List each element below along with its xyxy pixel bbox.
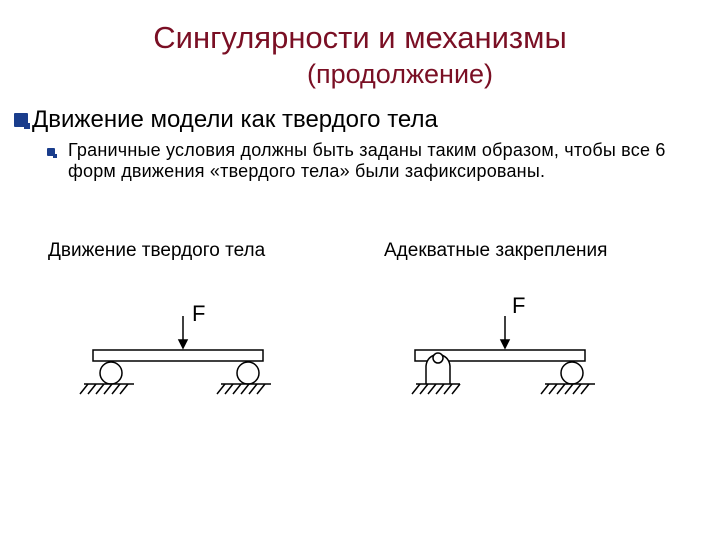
left-beam-diagram (80, 316, 271, 394)
slide-title: Сингулярности и механизмы (153, 20, 567, 55)
right-force-arrowhead (501, 340, 509, 348)
roller-support (541, 362, 595, 394)
right-force-label: F (512, 293, 526, 318)
sub-bullet-text: Граничные условия должны быть заданы таким образом, чтобы все 6 форм движения «твердого тела» были зафиксированы. (68, 140, 666, 181)
slide-subtitle: (продолжение) (306, 59, 494, 89)
left-beam (93, 350, 263, 361)
right-beam-diagram (412, 316, 595, 394)
main-bullet-text: Движение модели как твердого тела (32, 106, 438, 133)
right-roller-support (217, 362, 271, 394)
left-roller-support (80, 362, 134, 394)
left-force-label: F (192, 301, 206, 326)
right-diagram-label: Адекватные закрепления (384, 240, 608, 261)
left-force-arrowhead (179, 340, 187, 348)
left-diagram-label: Движение твердого тела (48, 240, 266, 261)
